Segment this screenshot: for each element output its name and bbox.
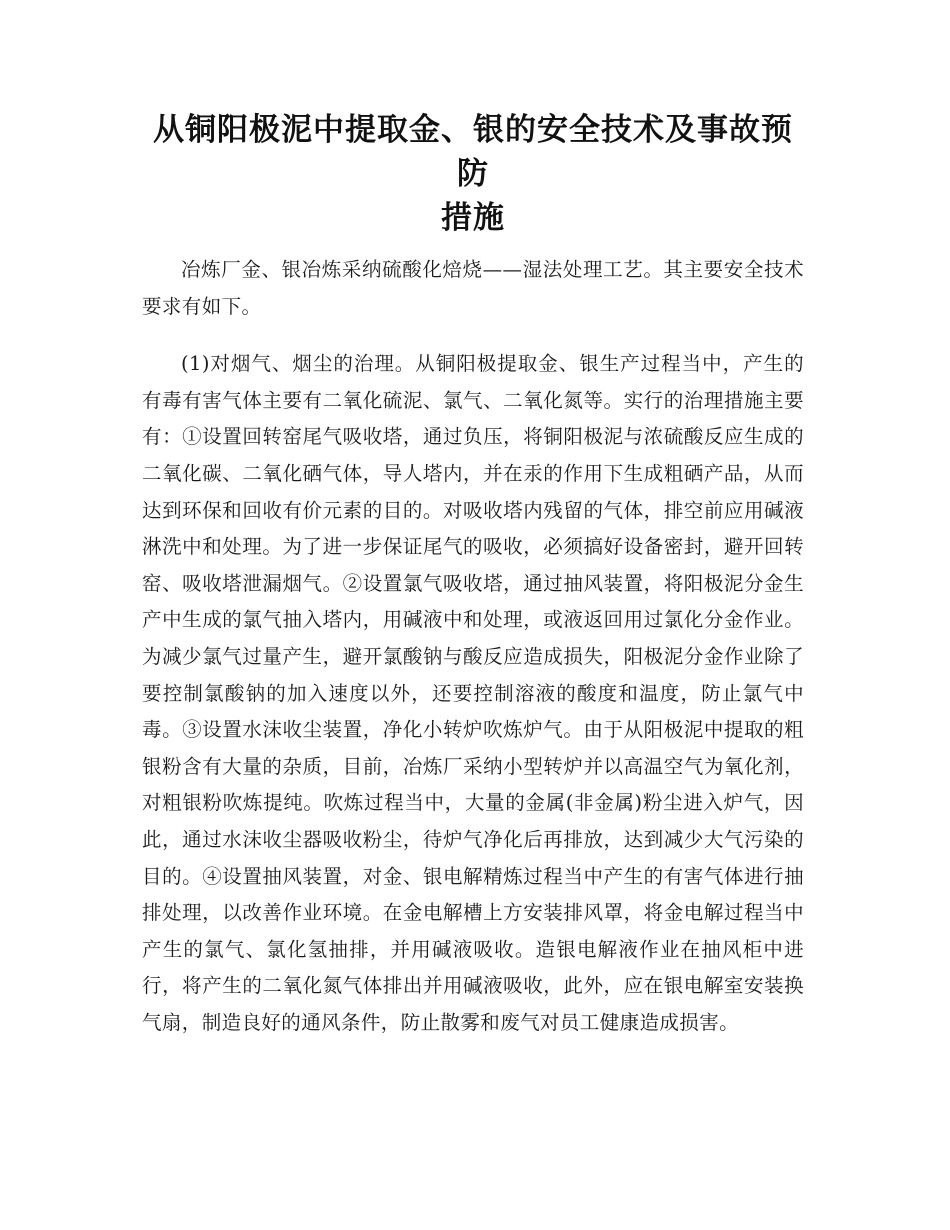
- document-page: [142, 108, 804, 1041]
- section-1-paragraph: (1)对烟气、烟尘的治理。从铜阳极提取金、银生产过程当中，产生的有毒有害气体主要有二氧化硫泥、氯气、二氧化氮等。实行的治理措施主要有：①设置回转窑尾气吸收塔，通过负压，将铜阳极泥与浓硫酸反应生成的二氧化碳、二氧化硒气体，导人塔内，并在汞的作用下生成粗硒产品，从而达到环保和回收有价元素的目的。对吸收塔内残留的气体，排空前应用碱液淋洗中和处理。为了进一步保证尾气的吸收，必须搞好设备密封，避开回转窑、吸收塔泄漏烟气。②设置氯气吸收塔，通过抽风装置，将阳极泥分金生产中生成的氯气抽入塔内，用碱液中和处理，或液返回用过氯化分金作业。为减少氯气过量产生，避开氯酸钠与酸反应造成损失，阳极泥分金作业除了要控制氯酸钠的加入速度以外，还要控制溶液的酸度和温度，防止氯气中毒。③设置水沫收尘装置，净化小转炉吹炼炉气。由于从阳极泥中提取的粗银粉含有大量的杂质，目前，冶炼厂采纳小型转炉并以高温空气为氧化剂，对粗银粉吹炼提纯。吹炼过程当中，大量的金属(非金属)粉尘进入炉气，因此，通过水沫收尘器吸收粉尘，待炉气净化后再排放，达到减少大气污染的目的。④设置抽风装置，对金、银电解精炼过程当中产生的有害气体进行抽排处理，以改善作业环境。在金电解槽上方安装排风罩，将金电解过程当中产生的氯气、氯化氢抽排，并用碱液吸收。造银电解液作业在抽风柜中进行，将产生的二氧化氮气体排出并用碱液吸收，此外，应在银电解室安装换气扇，制造良好的通风条件，防止散雾和废气对员工健康造成损害。: [142, 352, 804, 1034]
- title-line-2: 措施: [441, 200, 505, 236]
- document-title: [142, 108, 804, 240]
- intro-paragraph: 冶炼厂金、银冶炼采纳硫酸化焙烧——湿法处理工艺。其主要安全技术要求有如下。: [142, 258, 804, 318]
- title-line-1: 从铜阳极泥中提取金、银的安全技术及事故预防: [153, 112, 793, 192]
